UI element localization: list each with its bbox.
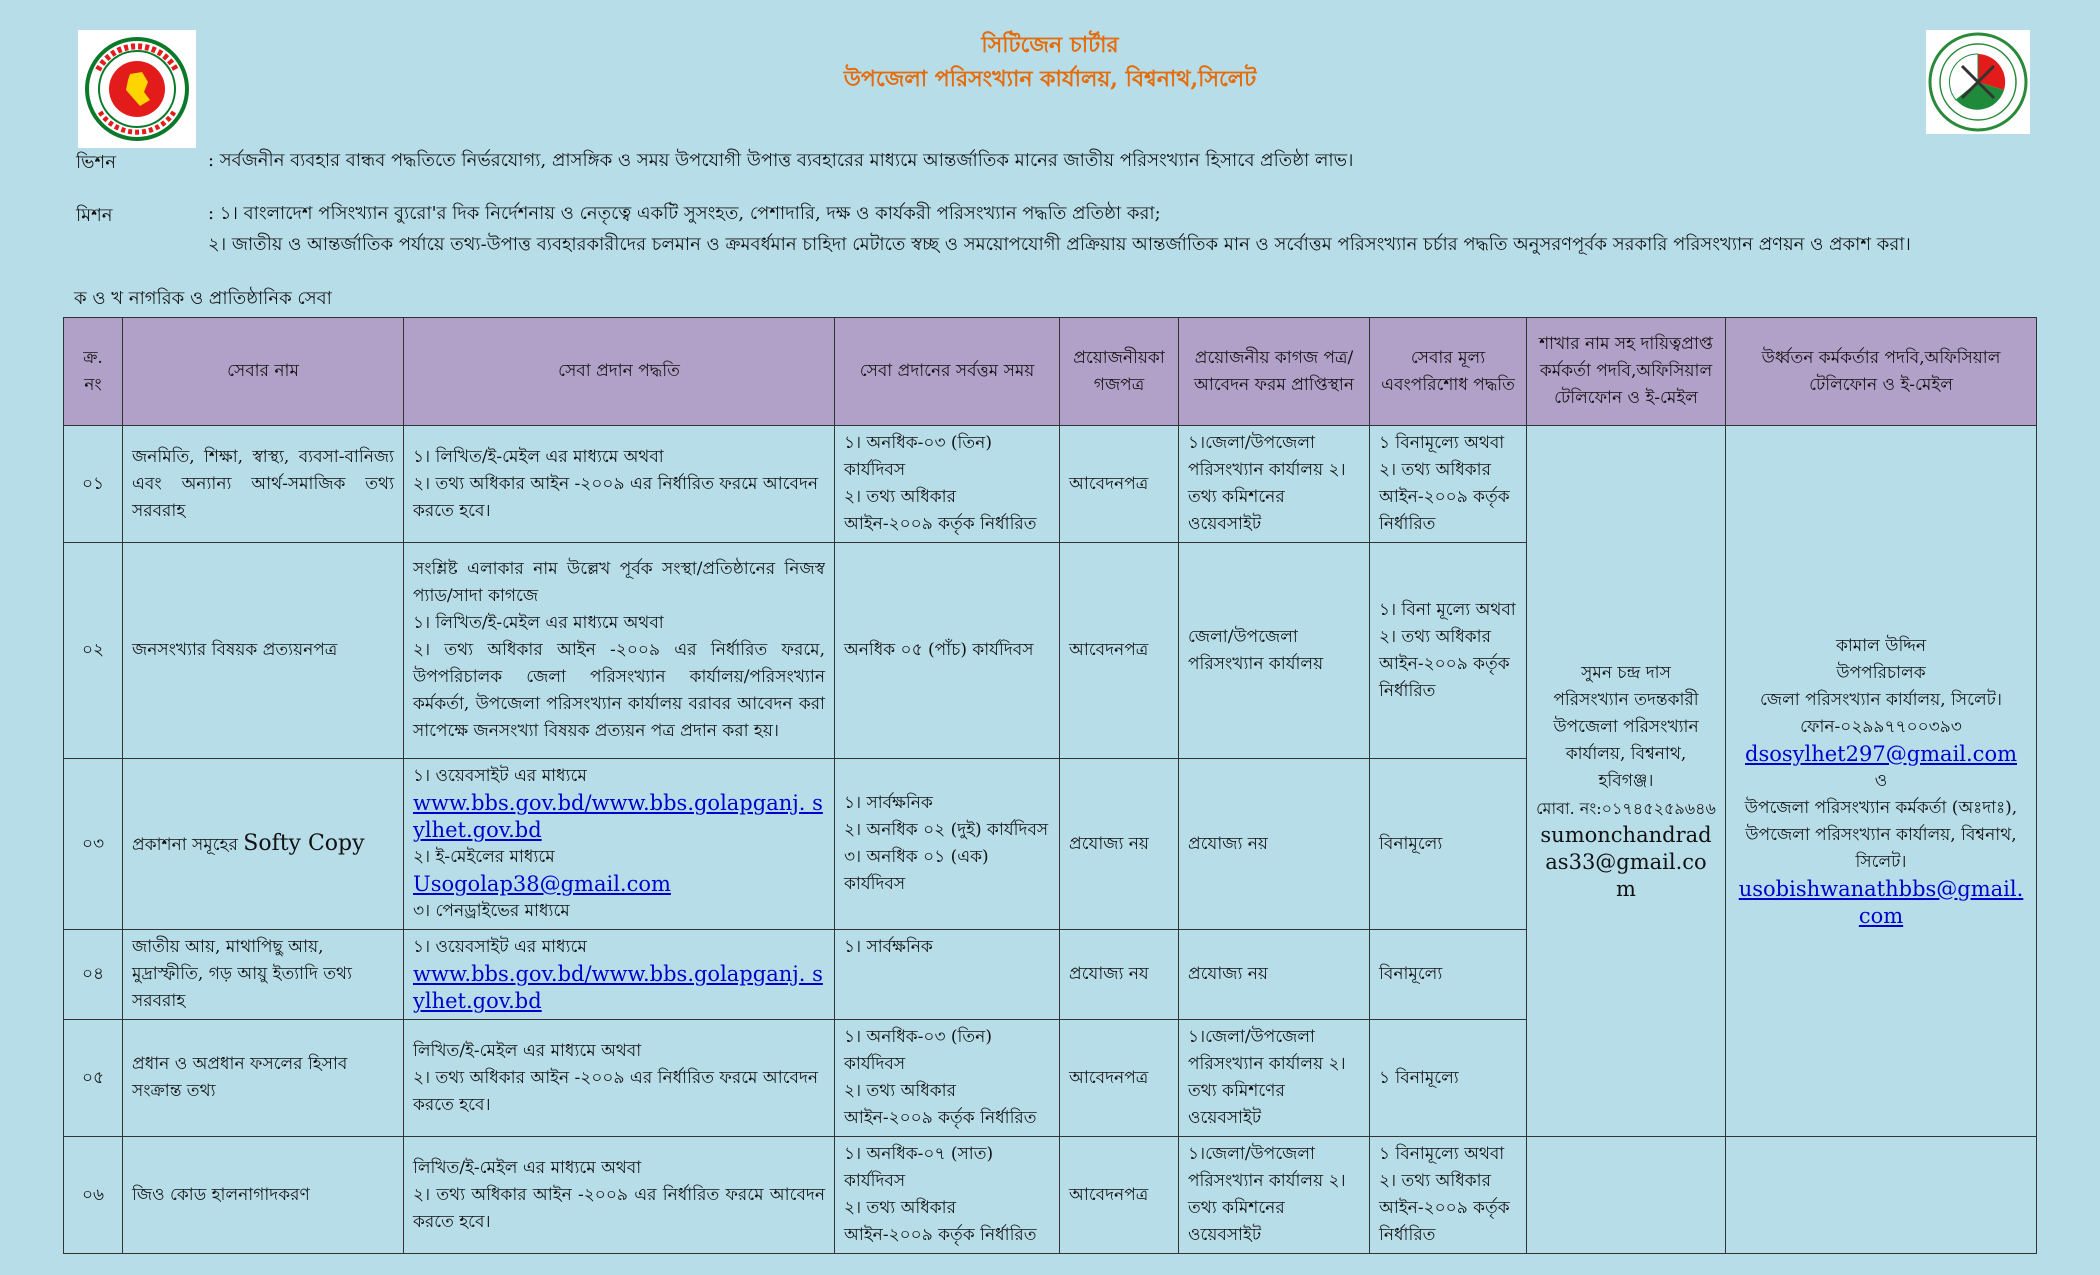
documents-cell: আবেদনপত্র: [1060, 1137, 1179, 1254]
title-line-2: উপজেলা পরিসংখ্যান কার্যালয়, বিশ্বনাথ,সিলেট: [843, 66, 1257, 92]
time-cell: [835, 1137, 1060, 1254]
time-line: ১। অনধিক-০৩ (তিন) কার্যদিবস: [844, 433, 992, 480]
fee-cell: [1370, 426, 1527, 543]
time-line: ২। তথ্য অধিকার আইন-২০০৯ কর্তৃক নির্ধারিত: [844, 487, 1037, 534]
officer-name: সুমন চন্দ্র দাস: [1581, 662, 1671, 683]
header-serial: ক্র. নং: [64, 318, 123, 426]
table-header-row: [64, 318, 2037, 426]
government-seal-logo: [78, 30, 196, 148]
officer-email: sumonchandradas33@gmail.com: [1540, 822, 1712, 901]
superior-phone: ফোন-০২৯৯৭৭০০৩৯৩: [1800, 716, 1962, 737]
time-line: ২। তথ্য অধিকার আইন-২০০৯ কর্তৃক নির্ধারিত: [844, 1081, 1037, 1128]
time-cell: [835, 1020, 1060, 1137]
superior-name: কামাল উদ্দিন: [1835, 635, 1927, 656]
fee-line: ২। তথ্য অধিকার আইন-২০০৯ কর্তৃক নির্ধারিত: [1379, 626, 1510, 701]
method-line: ২। তথ্য অধিকার আইন -২০০৯ এর নির্ধারিত ফরমে আবেদন করতে হবে।: [413, 1067, 819, 1115]
page-title: [600, 28, 1500, 96]
time-line: ১। সার্বক্ষনিক: [844, 793, 933, 813]
form-source-cell: ১।জেলা/উপজেলা পরিসংখ্যান কার্যালয় ২। তথ্য কমিশনের ওয়েবসাইট: [1179, 426, 1370, 543]
form-source-cell: ১।জেলা/উপজেলা পরিসংখ্যান কার্যালয় ২। তথ্য কমিশনের ওয়েবসাইট: [1179, 1137, 1370, 1254]
method-cell: [404, 1020, 835, 1137]
time-cell: ১। সার্বক্ষনিক: [835, 930, 1060, 1020]
method-line: ১। লিখিত/ই-মেইল এর মাধ্যমে অথবা: [413, 613, 664, 633]
fee-line: ১ বিনামূল্যে অথবা: [1379, 433, 1505, 453]
method-cell: [404, 930, 835, 1020]
service-name-cell: জনমিতি, শিক্ষা, স্বাস্থ্য, ব্যবসা-বানিজ্য এবং অন্যান্য আর্থ-সমাজিক তথ্য সরবরাহ: [123, 426, 404, 543]
method-line: ১। ওয়েবসাইট এর মাধ্যমে: [413, 937, 587, 957]
header-documents: প্রয়োজনীয়কা গজপত্র: [1060, 318, 1179, 426]
superior-officer2: উপজেলা পরিসংখ্যান কর্মকর্তা (অঃদাঃ), উপজেলা পরিসংখ্যান কার্যালয়, বিশ্বনাথ, সিলেট।: [1744, 797, 2018, 872]
mission-text: [208, 198, 2058, 260]
documents-cell: প্রযোজ্য নয়: [1060, 759, 1179, 930]
service-name-cell: প্রধান ও অপ্রধান ফসলের হিসাব সংক্রান্ত তথ্য: [123, 1020, 404, 1137]
time-line: ২। অনধিক ০২ (দুই) কার্যদিবস: [844, 820, 1049, 840]
form-source-cell: প্রযোজ্য নয়: [1179, 930, 1370, 1020]
service-name-cell: জনসংখ্যার বিষয়ক প্রত্যয়নপত্র: [123, 543, 404, 759]
table-row: [64, 1137, 2037, 1254]
title-line-1: সিটিজেন চার্টার: [981, 32, 1119, 58]
fee-line: ২। তথ্য অধিকার আইন-২০০৯ কর্তৃক নির্ধারিত: [1379, 1171, 1510, 1245]
documents-cell: প্রযোজ্য নয: [1060, 930, 1179, 1020]
officer-cell-empty: [1527, 1137, 1726, 1254]
service-name-cell: জিও কোড হালনাগাদকরণ: [123, 1137, 404, 1254]
superior-designation: উপপরিচালক: [1836, 662, 1926, 683]
documents-cell: আবেদনপত্র: [1060, 543, 1179, 759]
fee-cell: [1370, 543, 1527, 759]
time-line: ৩। অনধিক ০১ (এক) কার্যদিবস: [844, 847, 989, 894]
service-name-cell: জাতীয় আয়, মাথাপিছু আয়, মুদ্রাস্ফীতি, গড় আয়ু ইত্যাদি তথ্য সরবরাহ: [123, 930, 404, 1020]
method-line: ৩। পেনড্রাইভের মাধ্যমে: [413, 901, 570, 921]
officer-mobile: মোবা. নং:০১৭৪৫২৫৯৬৪৬: [1536, 798, 1716, 818]
superior-cell-empty: [1726, 1137, 2037, 1254]
header-superior: উর্ধ্বতন কর্মকর্তার পদবি,অফিসিয়াল টেলিফোন ও ই-মেইল: [1726, 318, 2037, 426]
service-name-cell: [123, 759, 404, 930]
method-line: ২। তথ্য অধিকার আইন -২০০৯ এর নির্ধারিত ফরমে আবেদন করতে হবে।: [413, 473, 819, 521]
serial-cell: ০৬: [64, 1137, 123, 1254]
fee-line: ১ বিনামূল্যে অথবা: [1379, 1144, 1505, 1164]
time-cell: অনধিক ০৫ (পাঁচ) কার্যদিবস: [835, 543, 1060, 759]
time-line: ১। অনধিক-০৭ (সাত) কার্যদিবস: [844, 1144, 994, 1191]
documents-cell: আবেদনপত্র: [1060, 426, 1179, 543]
method-line: লিখিত/ই-মেইল এর মাধ্যমে অথবা: [413, 1157, 642, 1178]
table-row: [64, 426, 2037, 543]
time-cell: [835, 759, 1060, 930]
serial-cell: ০৩: [64, 759, 123, 930]
mission-line-1: : ১। বাংলাদেশ পসিংখ্যান ব্যুরো'র দিক নির্দেশনায় ও নেতৃত্বে একটি সুসংহত, পেশাদারি, দক্ষ ও কার্যকরী পরিসংখ্যান পদ্ধতি প্রতিষ্ঠা করা;: [208, 203, 1161, 224]
superior-office: জেলা পরিসংখ্যান কার্যালয়, সিলেট।: [1760, 689, 2002, 710]
mission-label: মিশন: [76, 205, 113, 226]
citizen-charter-table: [63, 317, 2037, 1254]
serial-cell: ০২: [64, 543, 123, 759]
method-line: লিখিত/ই-মেইল এর মাধ্যমে অথবা: [413, 1040, 642, 1061]
header-time: সেবা প্রদানের সর্বত্তম সময়: [835, 318, 1060, 426]
fee-cell: বিনামূল্যে: [1370, 759, 1527, 930]
method-line: ২। তথ্য অধিকার আইন -২০০৯ এর নির্ধারিত ফরমে, উপপরিচালক জেলা পরিসংখ্যান কার্যালয়/পরিসংখ্যান কর্মকর্তা, উপজেলা পরিসংখ্যান কার্যালয় বরাবর আবেদন করা সাপেক্ষে জনসংখ্যা বিষয়ক প্রত্যয়ন পত্র প্রদান করা হয়।: [413, 640, 825, 741]
header-method: সেবা প্রদান পদ্ধতি: [404, 318, 835, 426]
fee-line: ২। তথ্য অধিকার আইন-২০০৯ কর্তৃক নির্ধারিত: [1379, 460, 1510, 534]
fee-line: ১। বিনা মূল্যে অথবা: [1379, 599, 1516, 620]
fee-cell: [1370, 1137, 1527, 1254]
website-link[interactable]: www.bbs.gov.bd/www.bbs.golapganj. sylhet.gov.bd: [413, 791, 823, 842]
website-link[interactable]: www.bbs.gov.bd/www.bbs.golapganj. sylhet.gov.bd: [413, 962, 823, 1013]
time-line: ২। তথ্য অধিকার আইন-২০০৯ কর্তৃক নির্ধারিত: [844, 1198, 1037, 1245]
vision-text: : সর্বজনীন ব্যবহার বান্ধব পদ্ধতিতে নির্ভরযোগ্য, প্রাসঙ্গিক ও সময় উপযোগী উপাত্ত ব্যবহারের মাধ্যমে আন্তর্জাতিক মানের জাতীয় পরিসংখ্যান হিসাবে প্রতিষ্ঠা লাভ।: [208, 150, 1354, 171]
header-service-name: সেবার নাম: [123, 318, 404, 426]
officer-cell: [1527, 426, 1726, 1137]
form-source-cell: ১।জেলা/উপজেলা পরিসংখ্যান কার্যালয় ২। তথ্য কমিশণের ওয়েবসাইট: [1179, 1020, 1370, 1137]
superior-email-link[interactable]: dsosylhet297@gmail.com: [1745, 741, 2017, 766]
email-link[interactable]: Usogolap38@gmail.com: [413, 872, 671, 896]
service-name-prefix: প্রকাশনা সমূহের: [132, 834, 244, 855]
time-cell: [835, 426, 1060, 543]
method-cell: [404, 543, 835, 759]
method-cell: [404, 759, 835, 930]
form-source-cell: জেলা/উপজেলা পরিসংখ্যান কার্যালয়: [1179, 543, 1370, 759]
serial-cell: ০৪: [64, 930, 123, 1020]
serial-cell: ০৫: [64, 1020, 123, 1137]
officer-office: উপজেলা পরিসংখ্যান কার্যালয়, বিশ্বনাথ, হবিগঞ্জ।: [1553, 716, 1699, 791]
service-name-softcopy: Softy Copy: [243, 830, 365, 856]
vision-label: ভিশন: [76, 152, 116, 173]
form-source-cell: প্রযোজ্য নয়: [1179, 759, 1370, 930]
header-fee: সেবার মূল্য এবংপরিশোধ পদ্ধতি: [1370, 318, 1527, 426]
method-line: ২। ই-মেইলের মাধ্যমে: [413, 847, 555, 867]
method-line: ২। তথ্য অধিকার আইন -২০০৯ এর নির্ধারিত ফরমে আবেদন করতে হবে।: [413, 1184, 825, 1232]
documents-cell: আবেদনপত্র: [1060, 1020, 1179, 1137]
fee-cell: ১ বিনামূল্যে: [1370, 1020, 1527, 1137]
section-title: ক ও খ নাগরিক ও প্রাতিষ্ঠানিক সেবা: [74, 288, 332, 309]
header-officer: শাখার নাম সহ দায়িত্বপ্রাপ্ত কর্মকর্তা পদবি,অফিসিয়াল টেলিফোন ও ই-মেইল: [1527, 318, 1726, 426]
method-line: ১। লিখিত/ই-মেইল এর মাধ্যমে অথবা: [413, 446, 664, 467]
superior-cell: [1726, 426, 2037, 1137]
time-line: ১। অনধিক-০৩ (তিন) কার্যদিবস: [844, 1027, 992, 1074]
method-cell: [404, 426, 835, 543]
superior-and: ও: [1874, 770, 1888, 791]
fee-cell: বিনামূল্যে: [1370, 930, 1527, 1020]
method-line: সংশ্লিষ্ট এলাকার নাম উল্লেখ পূর্বক সংস্থা/প্রতিষ্ঠানের নিজস্ব প্যাড/সাদা কাগজে: [413, 559, 825, 606]
superior-email2-link[interactable]: usobishwanathbbs@gmail.com: [1738, 876, 2024, 928]
mission-line-2: ২। জাতীয় ও আন্তর্জাতিক পর্যায়ে তথ্য-উপাত্ত ব্যবহারকারীদের চলমান ও ক্রমবর্ধমান চাহিদা মেটাতে স্বচ্ছ ও সময়োপযোগী প্রক্রিয়ায় আন্তর্জাতিক মান ও সর্বোত্তম পরিসংখ্যান চর্চার পদ্ধতি অনুসরণপূর্বক সরকারি পরিসংখ্যান প্রণয়ন ও প্রকাশ করা।: [208, 234, 1911, 255]
bbs-logo: [1926, 30, 2030, 134]
header-form-source: প্রয়োজনীয় কাগজ পত্র/আবেদন ফরম প্রাপ্তিস্থান: [1179, 318, 1370, 426]
method-cell: [404, 1137, 835, 1254]
officer-designation: পরিসংখ্যান তদন্তকারী: [1553, 689, 1699, 710]
method-line: ১। ওয়েবসাইট এর মাধ্যমে: [413, 766, 587, 786]
serial-cell: ০১: [64, 426, 123, 543]
